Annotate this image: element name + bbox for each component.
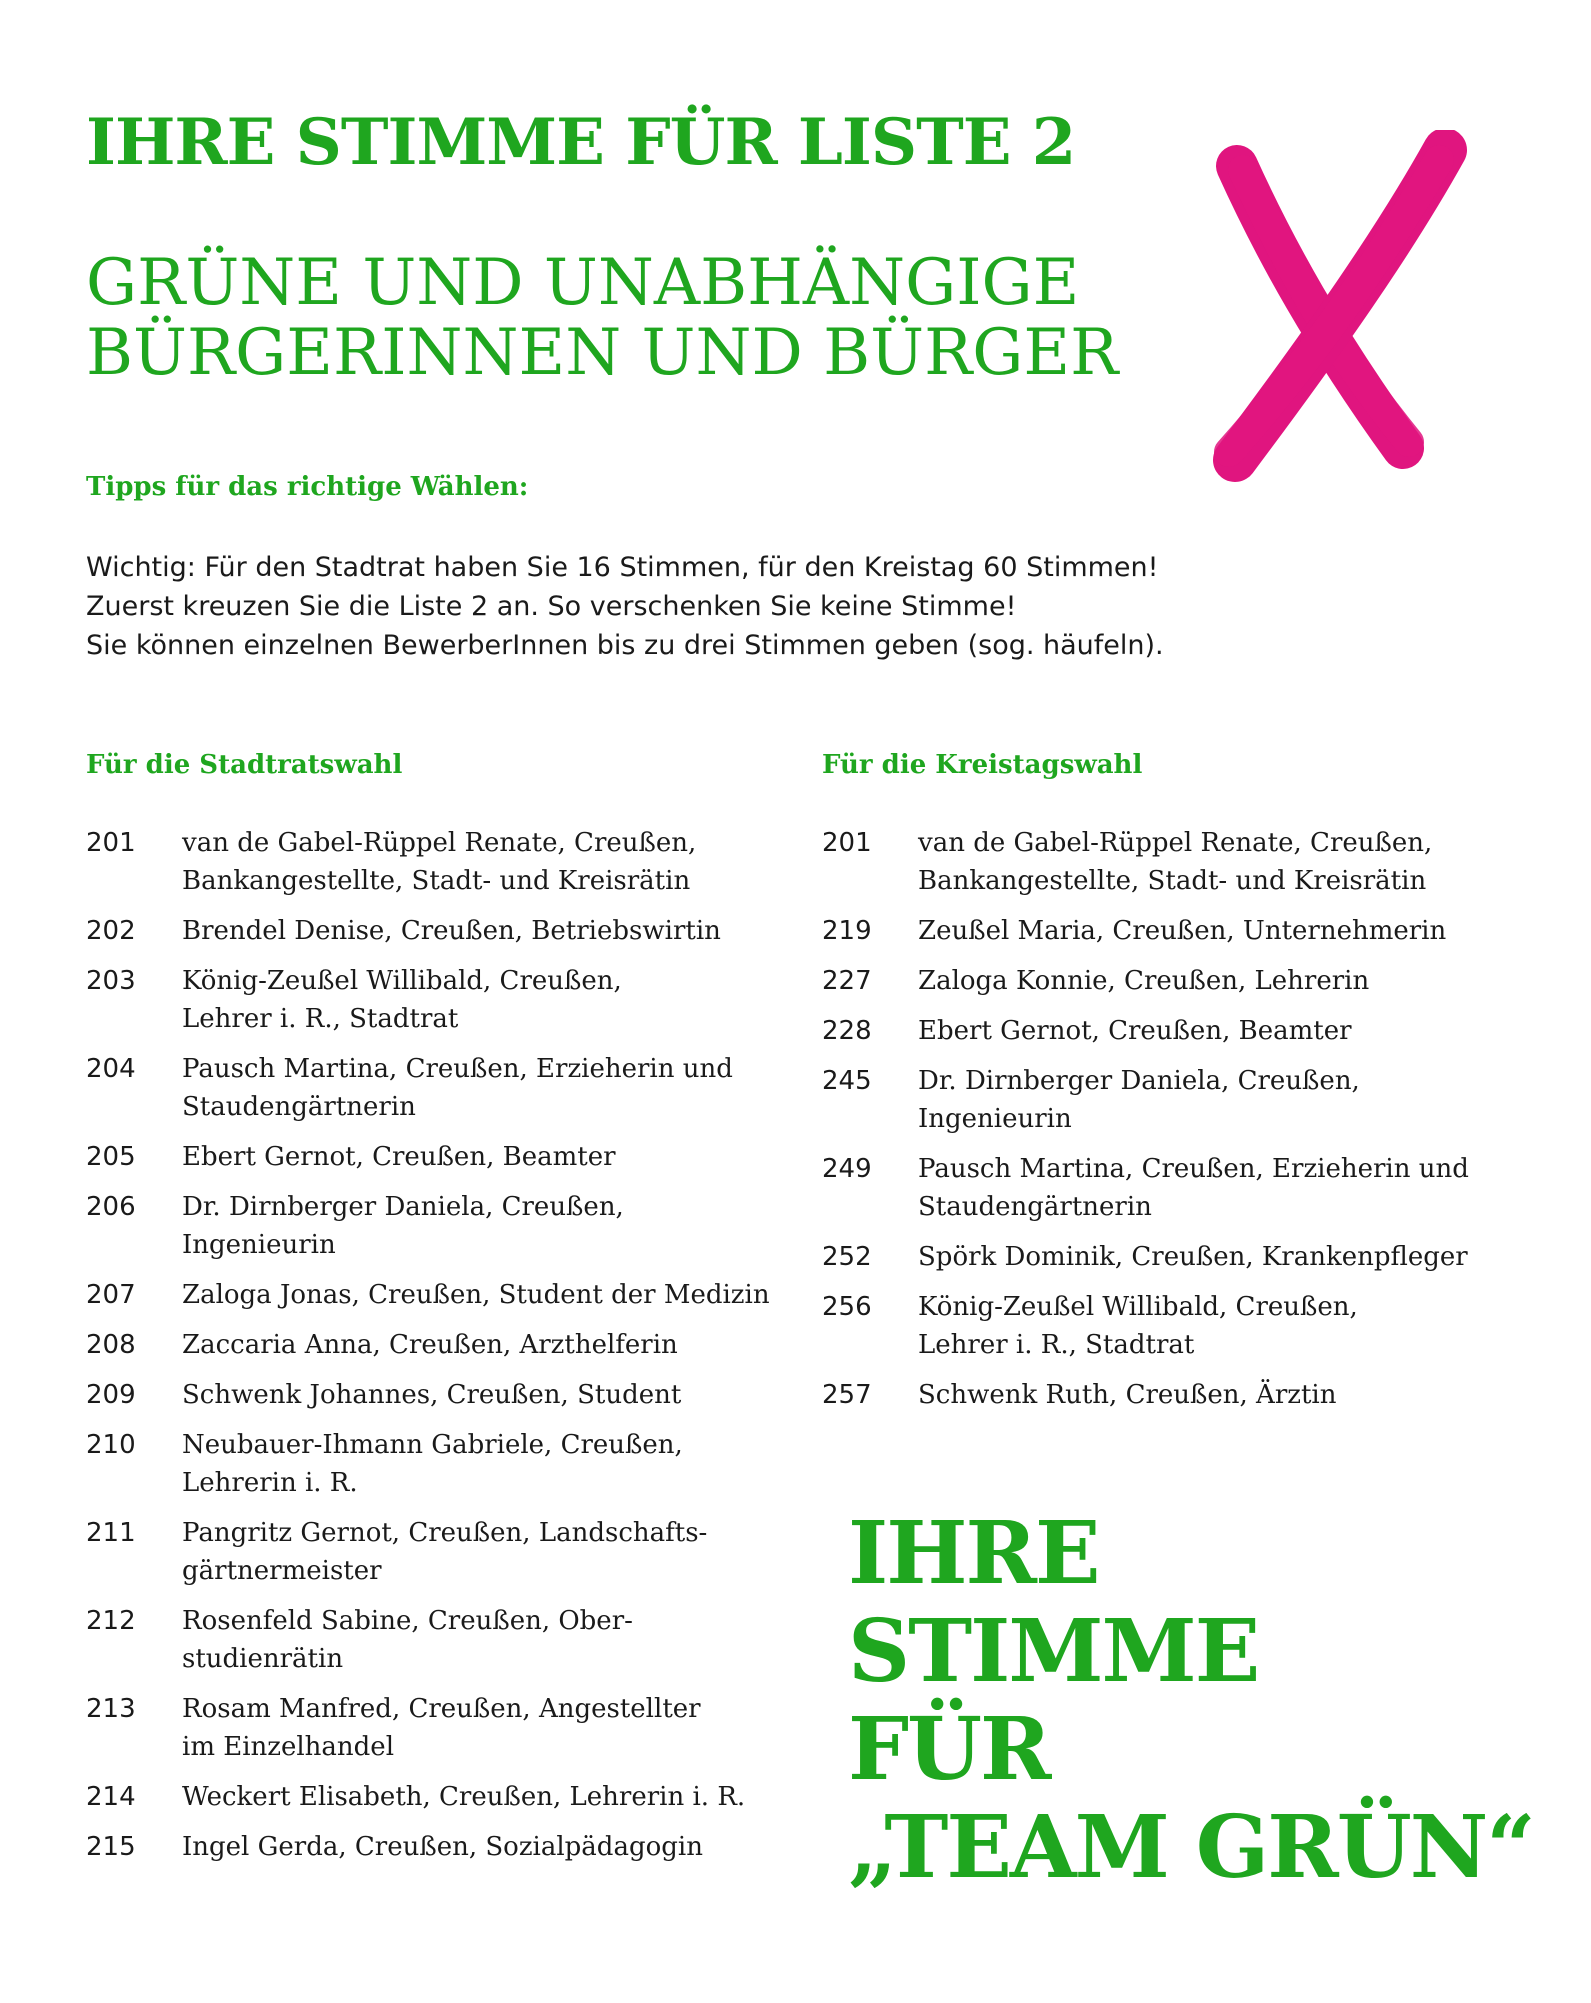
candidate-details-line: Ingel Gerda, Creußen, Sozialpädagogin [182, 1832, 703, 1862]
candidate-number: 208 [86, 1330, 136, 1360]
candidate-number: 219 [822, 916, 872, 946]
candidate-details [918, 1150, 1522, 1226]
candidate-entry [86, 1050, 776, 1126]
candidate-entry [86, 1326, 776, 1364]
candidate-number: 257 [822, 1380, 872, 1410]
candidate-details [918, 1062, 1522, 1138]
candidate-entry [822, 912, 1522, 950]
candidate-details-line: Pausch Martina, Creußen, Erzieherin und [182, 1054, 733, 1084]
candidate-entry [86, 962, 776, 1038]
candidate-entry [86, 1828, 776, 1866]
candidate-details [918, 962, 1522, 1000]
candidate-details-line: König-Zeußel Willibald, Creußen, [182, 966, 622, 996]
candidate-details [182, 1376, 776, 1414]
candidate-details-line: Dr. Dirnberger Daniela, Creußen, [182, 1192, 624, 1222]
candidate-details [918, 1288, 1522, 1364]
candidate-details [182, 1326, 776, 1364]
candidate-details-line: Neubauer-Ihmann Gabriele, Creußen, [182, 1430, 683, 1460]
tips-title: Tipps für das richtige Wählen: [86, 472, 529, 502]
candidate-details-line: Rosam Manfred, Creußen, Angestellter [182, 1694, 701, 1724]
candidate-details-line: van de Gabel-Rüppel Renate, Creußen, [918, 828, 1433, 858]
candidate-details-line: Pangritz Gernot, Creußen, Landschafts- [182, 1518, 708, 1548]
candidate-number: 228 [822, 1016, 872, 1046]
candidate-entry [86, 1276, 776, 1314]
candidate-details [918, 912, 1522, 950]
candidate-details-line: Bankangestellte, Stadt- und Kreisrätin [918, 866, 1427, 896]
stadtrat-candidate-list [86, 824, 776, 1866]
candidate-number: 215 [86, 1832, 136, 1862]
candidate-entry [822, 1376, 1522, 1414]
candidate-details-line: Zeußel Maria, Creußen, Unternehmerin [918, 916, 1447, 946]
candidate-entry [822, 1012, 1522, 1050]
candidate-details [918, 1376, 1522, 1414]
candidate-number: 202 [86, 916, 136, 946]
candidate-details-line: Ebert Gernot, Creußen, Beamter [918, 1016, 1352, 1046]
candidate-entry [822, 1062, 1522, 1138]
candidate-details [182, 1138, 776, 1176]
candidate-entry [822, 1150, 1522, 1226]
candidate-details [182, 1828, 776, 1866]
candidate-details [182, 1426, 776, 1502]
candidate-details-line: Bankangestellte, Stadt- und Kreisrätin [182, 866, 691, 896]
candidate-details [182, 962, 776, 1038]
candidate-entry [86, 1514, 776, 1590]
candidate-entry [86, 1690, 776, 1766]
kreistag-column [822, 748, 1522, 1426]
candidate-details-line: Staudengärtnerin [918, 1192, 1152, 1222]
kreistag-title: Für die Kreistagswahl [822, 750, 1143, 780]
candidate-details-line: van de Gabel-Rüppel Renate, Creußen, [182, 828, 697, 858]
candidate-number: 210 [86, 1430, 136, 1460]
party-name-line-2: BÜRGERINNEN UND BÜRGER [86, 316, 1119, 390]
candidate-entry [86, 1602, 776, 1678]
candidate-number: 206 [86, 1192, 136, 1222]
candidate-details [918, 1238, 1522, 1276]
candidate-details-line: Ebert Gernot, Creußen, Beamter [182, 1142, 616, 1172]
tips-line: Zuerst kreuzen Sie die Liste 2 an. So verschenken Sie keine Stimme! [86, 591, 1017, 622]
candidate-number: 245 [822, 1066, 872, 1096]
candidate-number: 209 [86, 1380, 136, 1410]
kreistag-candidate-list [822, 824, 1522, 1414]
candidate-details-line: Lehrer i. R., Stadtrat [182, 1004, 459, 1034]
candidate-entry [86, 1188, 776, 1264]
candidate-details-line: Weckert Elisabeth, Creußen, Lehrerin i. R. [182, 1782, 746, 1812]
candidate-details [182, 1514, 776, 1590]
candidate-details-line: König-Zeußel Willibald, Creußen, [918, 1292, 1358, 1322]
candidate-number: 205 [86, 1142, 136, 1172]
candidate-number: 207 [86, 1280, 136, 1310]
candidate-details-line: Schwenk Ruth, Creußen, Ärztin [918, 1380, 1337, 1410]
candidate-details-line: Lehrer i. R., Stadtrat [918, 1330, 1195, 1360]
candidate-details [182, 1050, 776, 1126]
candidate-details-line: Pausch Martina, Creußen, Erzieherin und [918, 1154, 1469, 1184]
candidate-details-line: studienrätin [182, 1644, 344, 1674]
candidate-entry [86, 1376, 776, 1414]
candidate-entry [822, 962, 1522, 1000]
candidate-details-line: Lehrerin i. R. [182, 1468, 358, 1498]
candidate-entry [86, 1778, 776, 1816]
candidate-number: 252 [822, 1242, 872, 1272]
slogan [848, 1505, 1534, 1897]
candidate-details [182, 1778, 776, 1816]
candidate-number: 203 [86, 966, 136, 996]
candidate-entry [86, 912, 776, 950]
candidate-details-line: Staudengärtnerin [182, 1092, 416, 1122]
party-name-line-1: GRÜNE UND UNABHÄNGIGE [86, 246, 1080, 320]
slogan-line: IHRE [848, 1503, 1099, 1604]
candidate-number: 201 [822, 828, 872, 858]
candidate-details-line: Zaloga Jonas, Creußen, Student der Medizin [182, 1280, 770, 1310]
candidate-details-line: gärtnermeister [182, 1556, 382, 1586]
candidate-details-line: Zaccaria Anna, Creußen, Arzthelferin [182, 1330, 678, 1360]
candidate-entry [86, 1426, 776, 1502]
party-name [86, 248, 1118, 388]
candidate-details-line: Ingenieurin [182, 1230, 336, 1260]
candidate-entry [822, 824, 1522, 900]
candidate-details [182, 1276, 776, 1314]
candidate-details-line: Spörk Dominik, Creußen, Krankenpfleger [918, 1242, 1468, 1272]
stadtrat-title: Für die Stadtratswahl [86, 750, 403, 780]
candidate-number: 204 [86, 1054, 136, 1084]
candidate-details-line: Brendel Denise, Creußen, Betriebswirtin [182, 916, 721, 946]
tips-line: Wichtig: Für den Stadtrat haben Sie 16 Stimmen, für den Kreistag 60 Stimmen! [86, 552, 1159, 583]
candidate-number: 249 [822, 1154, 872, 1184]
tips-text [86, 548, 1164, 665]
candidate-details [182, 912, 776, 950]
candidate-entry [822, 1288, 1522, 1364]
stadtrat-column [86, 748, 776, 1878]
slogan-line: STIMME [848, 1601, 1259, 1702]
candidate-details-line: Ingenieurin [918, 1104, 1072, 1134]
candidate-details [918, 824, 1522, 900]
candidate-number: 256 [822, 1292, 872, 1322]
candidate-number: 212 [86, 1606, 136, 1636]
ballot-cross-icon [1195, 130, 1475, 490]
tips-line: Sie können einzelnen BewerberInnen bis zu drei Stimmen geben (sog. häufeln). [86, 630, 1164, 661]
candidate-details-line: Schwenk Johannes, Creußen, Student [182, 1380, 682, 1410]
candidate-number: 201 [86, 828, 136, 858]
candidate-entry [86, 1138, 776, 1176]
candidate-number: 227 [822, 966, 872, 996]
candidate-details [182, 824, 776, 900]
candidate-number: 213 [86, 1694, 136, 1724]
candidate-entry [822, 1238, 1522, 1276]
slogan-line: „TEAM GRÜN“ [848, 1797, 1534, 1898]
candidate-details-line: Rosenfeld Sabine, Creußen, Ober- [182, 1606, 633, 1636]
candidate-details [918, 1012, 1522, 1050]
candidate-details-line: Dr. Dirnberger Daniela, Creußen, [918, 1066, 1360, 1096]
slogan-line: FÜR [848, 1699, 1050, 1800]
candidate-details-line: im Einzelhandel [182, 1732, 395, 1762]
candidate-details [182, 1690, 776, 1766]
candidate-details-line: Zaloga Konnie, Creußen, Lehrerin [918, 966, 1370, 996]
candidate-number: 214 [86, 1782, 136, 1812]
headline: IHRE STIMME FÜR LISTE 2 [86, 105, 1076, 180]
candidate-entry [86, 824, 776, 900]
candidate-details [182, 1188, 776, 1264]
candidate-number: 211 [86, 1518, 136, 1548]
candidate-details [182, 1602, 776, 1678]
